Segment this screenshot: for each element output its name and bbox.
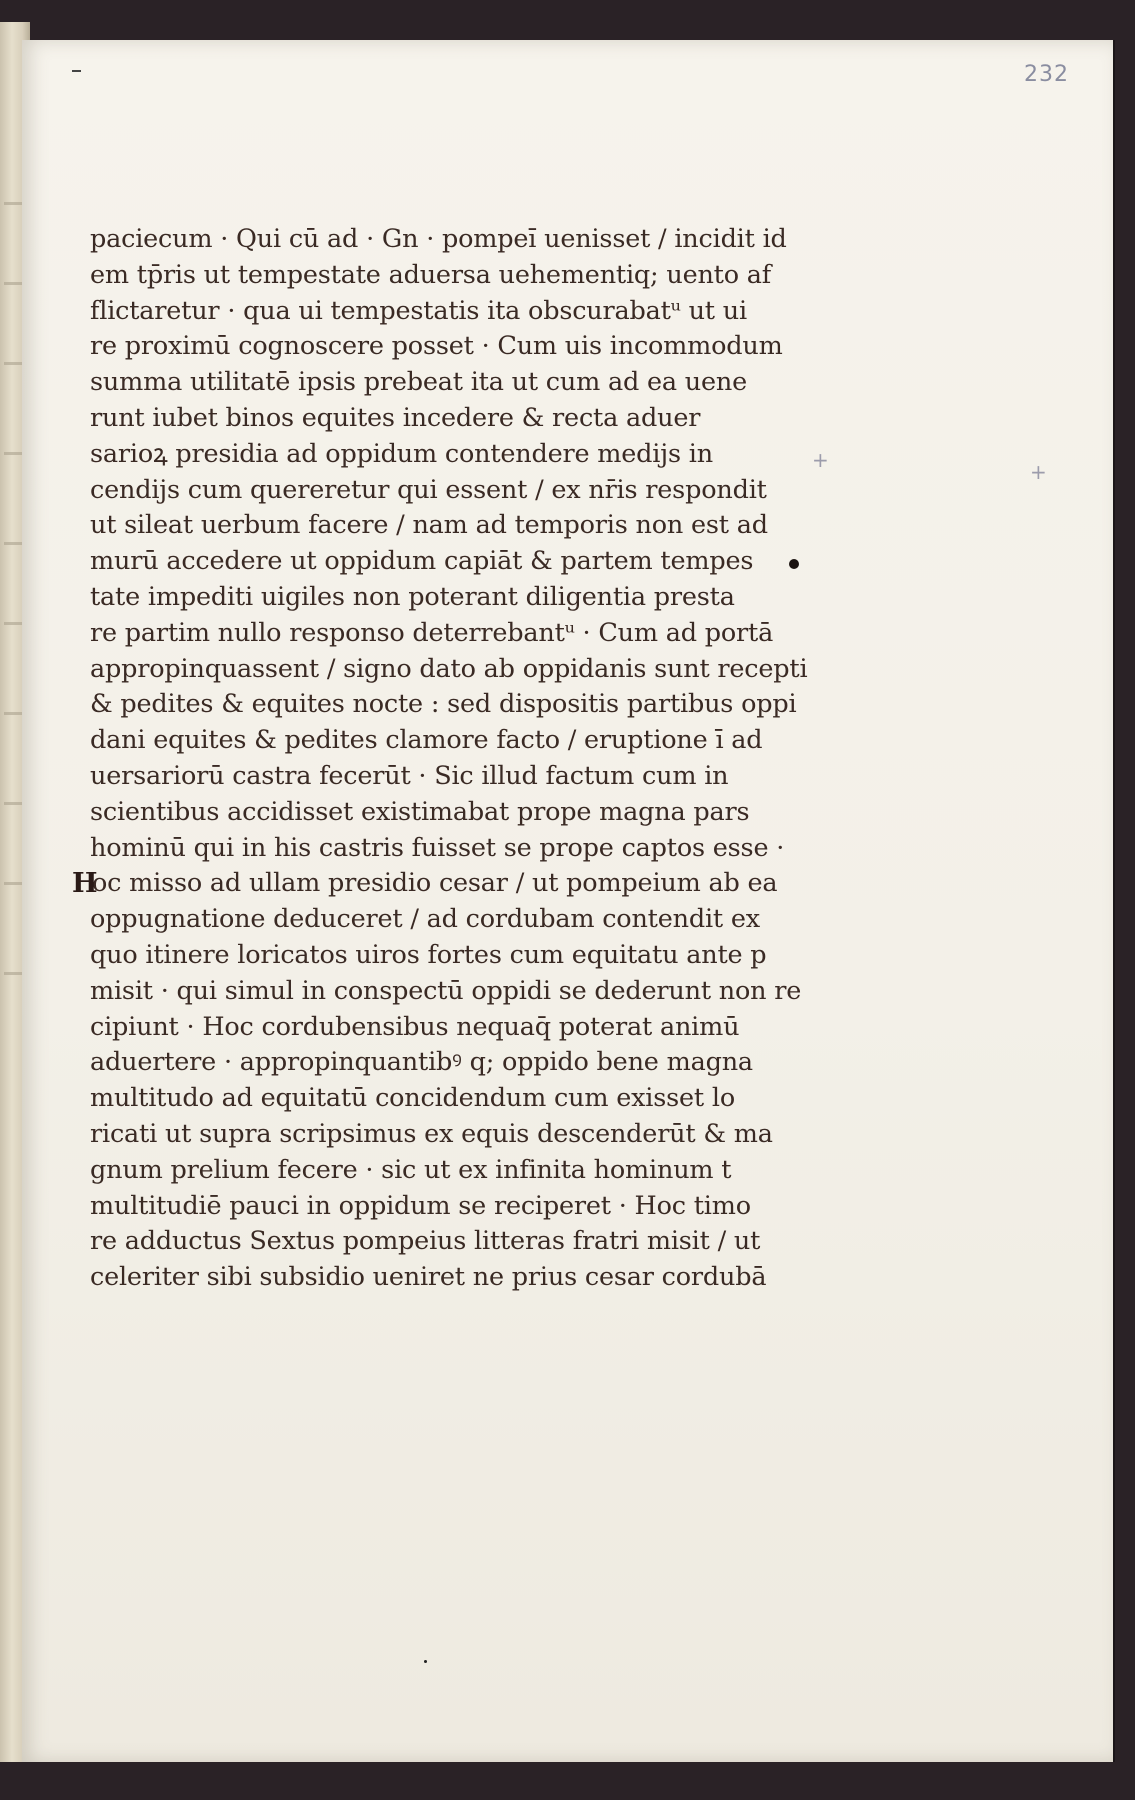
text-line: dani equites & pedites clamore facto / eruptione ī ad	[90, 725, 763, 756]
text-line: runt iubet binos equites incedere & recta aduer	[90, 402, 701, 433]
text-line: cendijs cum quereretur qui essent / ex nr̄is respondit	[90, 474, 767, 505]
text-line: scientibus accidisset existimabat prope magna pars	[90, 796, 750, 827]
text-line: murū accedere ut oppidum capiāt & partem tempes	[90, 546, 754, 577]
text-line: paciecum · Qui cū ad · Gn · pompeı̄ uenisset / incidit id	[90, 224, 787, 254]
text-line: em tp̄ris ut tempestate aduersa uehementiq; uento af	[90, 259, 772, 290]
text-line: gnum prelium fecere · sic ut ex infinita hominum t	[90, 1154, 732, 1185]
margin-plus-mark: +	[812, 448, 829, 472]
ink-dot-small	[424, 1660, 427, 1663]
initial-letter: H	[72, 868, 98, 900]
text-line: oppugnatione deduceret / ad cordubam contendit ex	[90, 904, 760, 935]
text-line: ut sileat uerbum facere / nam ad temporis non est ad	[90, 510, 768, 541]
folio-number: 232	[1024, 62, 1069, 87]
text-line: ricati ut supra scripsimus ex equis descenderūt & ma	[90, 1118, 773, 1149]
text-block	[72, 222, 850, 1296]
text-line: & pedites & equites nocte : sed dispositis partibus oppi	[90, 689, 797, 720]
manuscript-page	[22, 40, 1113, 1762]
text-line: appropinquassent / signo dato ab oppidanis sunt recepti	[90, 653, 808, 684]
text-line: uersariorū castra fecerūt · Sic illud factum cum in	[90, 760, 729, 791]
text-line	[72, 866, 850, 902]
text-line: re proximū cognoscere posset · Cum uis incommodum	[90, 331, 783, 362]
text-line: celeriter sibi subsidio ueniret ne prius cesar cordubā	[90, 1262, 767, 1293]
text-line-content: oc misso ad ullam presidio cesar / ut pompeium ab ea	[92, 868, 778, 899]
text-line: summa utilitatē ipsis prebeat ita ut cum ad ea uene	[90, 367, 748, 398]
corner-mark	[72, 70, 81, 72]
text-line: misit · qui simul in conspectū oppidi se dederunt non re	[90, 975, 802, 1006]
text-line: multitudiē pauci in oppidum se reciperet · Hoc timo	[90, 1190, 751, 1221]
text-line: sarioꝝ presidia ad oppidum contendere medijs in	[90, 438, 713, 469]
margin-plus-mark: +	[1030, 460, 1047, 484]
text-line: aduertere · appropinquantibꝰ q; oppido bene magna	[90, 1047, 753, 1078]
text-line: hominū qui in his castris fuisset se prope captos esse ·	[90, 832, 785, 863]
text-line: cipiunt · Hoc cordubensibus nequaq̄ poterat animū	[90, 1011, 740, 1042]
text-line: re partim nullo responso deterrebantᵘ · Cum ad portā	[90, 617, 774, 648]
text-line: tate impediti uigiles non poterant diligentia presta	[90, 581, 735, 612]
ink-dot	[789, 559, 799, 569]
text-line: flictaretur · qua ui tempestatis ita obscurabatᵘ ut ui	[90, 295, 747, 326]
text-line: quo itinere loricatos uiros fortes cum equitatu ante p	[90, 939, 767, 970]
text-line: multitudo ad equitatū concidendum cum exisset lo	[90, 1083, 735, 1114]
text-line: re adductus Sextus pompeius litteras fratri misit / ut	[90, 1226, 761, 1257]
